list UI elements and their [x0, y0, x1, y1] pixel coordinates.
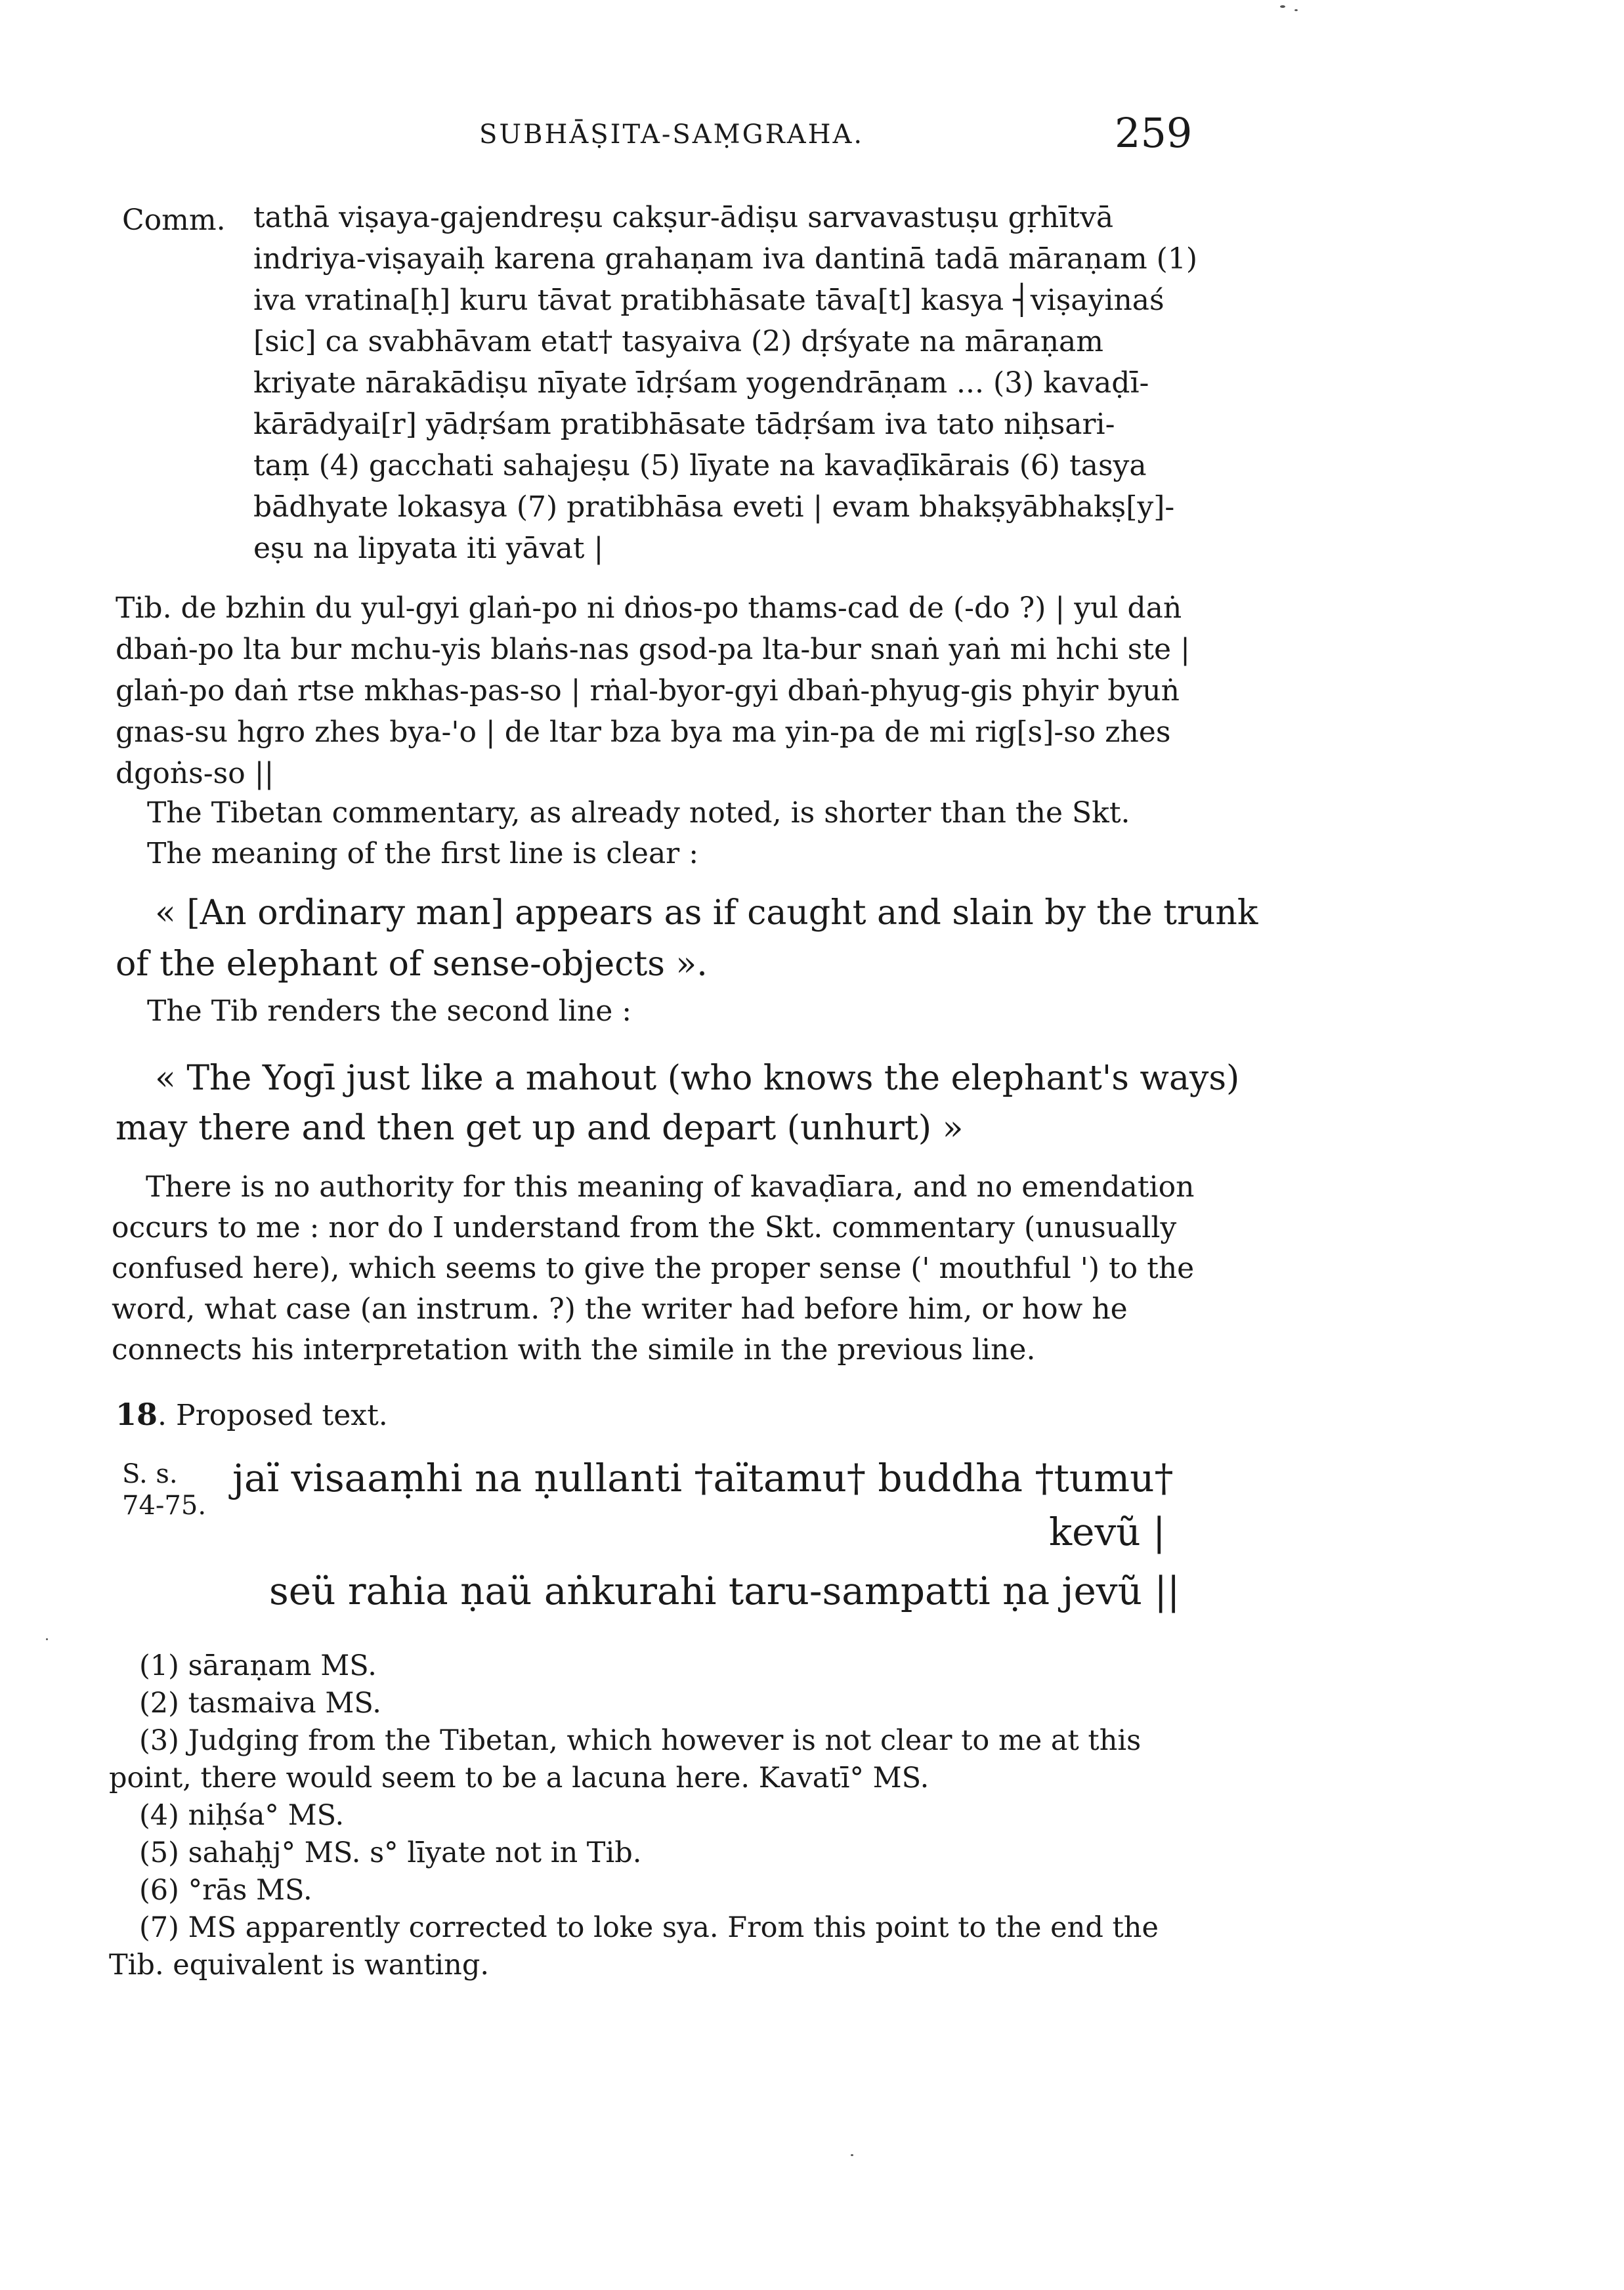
- footnotes: [109, 1647, 1205, 1984]
- discussion-line: connects his interpretation with the simile in the previous line.: [112, 1333, 1036, 1367]
- commentary-line: taṃ (4) gacchati sahajeṣu (5) līyate na kavaḍīkārais (6) tasya: [253, 449, 1147, 482]
- quote-line: may there and then get up and depart (unhurt) »: [116, 1109, 964, 1148]
- tibetan-line: dbaṅ-po lta bur mchu-yis blaṅs-nas gsod-pa lta-bur snaṅ yaṅ mi hchi ste |: [116, 633, 1190, 666]
- verse-source-label: [122, 1458, 206, 1521]
- verse-line-1: jaï visaaṃhi na ṇullanti †aïtamu† buddha †tumu†: [232, 1456, 1174, 1500]
- section-title: . Proposed text.: [158, 1399, 388, 1432]
- note-line: The Tibetan commentary, as already noted, is shorter than the Skt.: [147, 796, 1130, 830]
- discussion-line: word, what case (an instrum. ?) the writer had before him, or how he: [112, 1292, 1128, 1326]
- quote-line: « The Yogī just like a mahout (who knows the elephant's ways): [155, 1059, 1240, 1098]
- commentary-line: indriya-viṣayaiḥ karena grahaṇam iva dantinā tadā māraṇam (1): [253, 242, 1197, 276]
- section-heading: [116, 1397, 388, 1432]
- commentary-block: [253, 197, 1199, 569]
- verse-line-1-continuation: kevũ |: [1049, 1510, 1166, 1554]
- tibetan-line: dgoṅs-so ||: [116, 757, 274, 790]
- verse-line-2: seü rahia ṇaü aṅkurahi taru-sampatti ṇa jevũ ||: [269, 1569, 1180, 1613]
- discussion-paragraph: [112, 1167, 1201, 1370]
- editor-note: [147, 793, 1197, 874]
- scan-speck: [1280, 5, 1285, 8]
- ss-range: 74-75.: [122, 1491, 207, 1521]
- commentary-line: [sic] ca svabhāvam etat† tasyaiva (2) dṛśyate na māraṇam: [253, 325, 1103, 358]
- commentary-line: iva vratina[ḥ] kuru tāvat pratibhāsate tāva[t] kasya ┤viṣayinaś: [253, 284, 1165, 317]
- commentary-line: kārādyai[r] yādṛśam pratibhāsate tādṛśam iva tato niḥsari-: [253, 408, 1115, 441]
- discussion-line: confused here), which seems to give the proper sense (' mouthful ') to the: [112, 1252, 1195, 1285]
- tibetan-line: glaṅ-po daṅ rtse mkhas-pas-so | rṅal-byor-gyi dbaṅ-phyug-gis phyir byuṅ: [116, 674, 1180, 708]
- scan-speck: [851, 2154, 853, 2156]
- section-number: 18: [116, 1397, 158, 1432]
- footnote-continuation: point, there would seem to be a lacuna here. Kavatī° MS.: [109, 1762, 930, 1794]
- scan-speck: [46, 1638, 48, 1640]
- footnote: (6) °rās MS.: [139, 1874, 312, 1907]
- scan-speck: [1294, 9, 1298, 11]
- footnote: (4) niḥśa° MS.: [139, 1799, 345, 1832]
- translation-quote-second-line: [116, 1053, 1239, 1153]
- tib-renders-note: The Tib renders the second line :: [147, 994, 632, 1028]
- footnote: (3) Judging from the Tibetan, which however is not clear to me at this: [139, 1724, 1142, 1757]
- tibetan-line: gnas-su hgro zhes bya-'o | de ltar bza bya ma yin-pa de mi rig[s]-so zhes: [116, 715, 1171, 749]
- quote-line: « [An ordinary man] appears as if caught and slain by the trunk: [155, 893, 1258, 933]
- footnote: (5) sahaḥj° MS. s° līyate not in Tib.: [139, 1836, 642, 1869]
- ss-abbrev: S. s.: [122, 1459, 178, 1489]
- note-line: The meaning of the first line is clear :: [147, 837, 699, 870]
- commentary-line: bādhyate lokasya (7) pratibhāsa eveti | evam bhakṣyābhakṣ[y]-: [253, 490, 1175, 524]
- commentary-line: eṣu na lipyata iti yāvat |: [253, 532, 604, 565]
- tibetan-line: Tib. de bzhin du yul-gyi glaṅ-po ni dṅos-po thams-cad de (-do ?) | yul daṅ: [116, 591, 1182, 625]
- footnote-continuation: Tib. equivalent is wanting.: [109, 1949, 490, 1982]
- commentary-label: Comm.: [122, 203, 226, 237]
- discussion-line: occurs to me : nor do I understand from the Skt. commentary (unusually: [112, 1211, 1177, 1244]
- footnote: (7) MS apparently corrected to loke sya. From this point to the end the: [139, 1911, 1159, 1944]
- discussion-line: There is no authority for this meaning of kavaḍīara, and no emendation: [146, 1170, 1195, 1204]
- tibetan-commentary-block: [116, 587, 1192, 794]
- commentary-line: kriyate nārakādiṣu nīyate īdṛśam yogendrāṇam ... (3) kavaḍī-: [253, 366, 1149, 400]
- translation-quote-first-line: [116, 887, 1258, 990]
- commentary-line: tathā viṣaya-gajendreṣu cakṣur-ādiṣu sarvavastuṣu gṛhītvā: [253, 201, 1114, 234]
- page-header-title: SUBHĀṢITA-SAṂGRAHA.: [479, 119, 865, 150]
- quote-line: of the elephant of sense-objects ».: [116, 944, 708, 984]
- page-number: 259: [1115, 109, 1193, 157]
- footnote: (2) tasmaiva MS.: [139, 1687, 381, 1720]
- footnote: (1) sāraṇam MS.: [139, 1649, 377, 1682]
